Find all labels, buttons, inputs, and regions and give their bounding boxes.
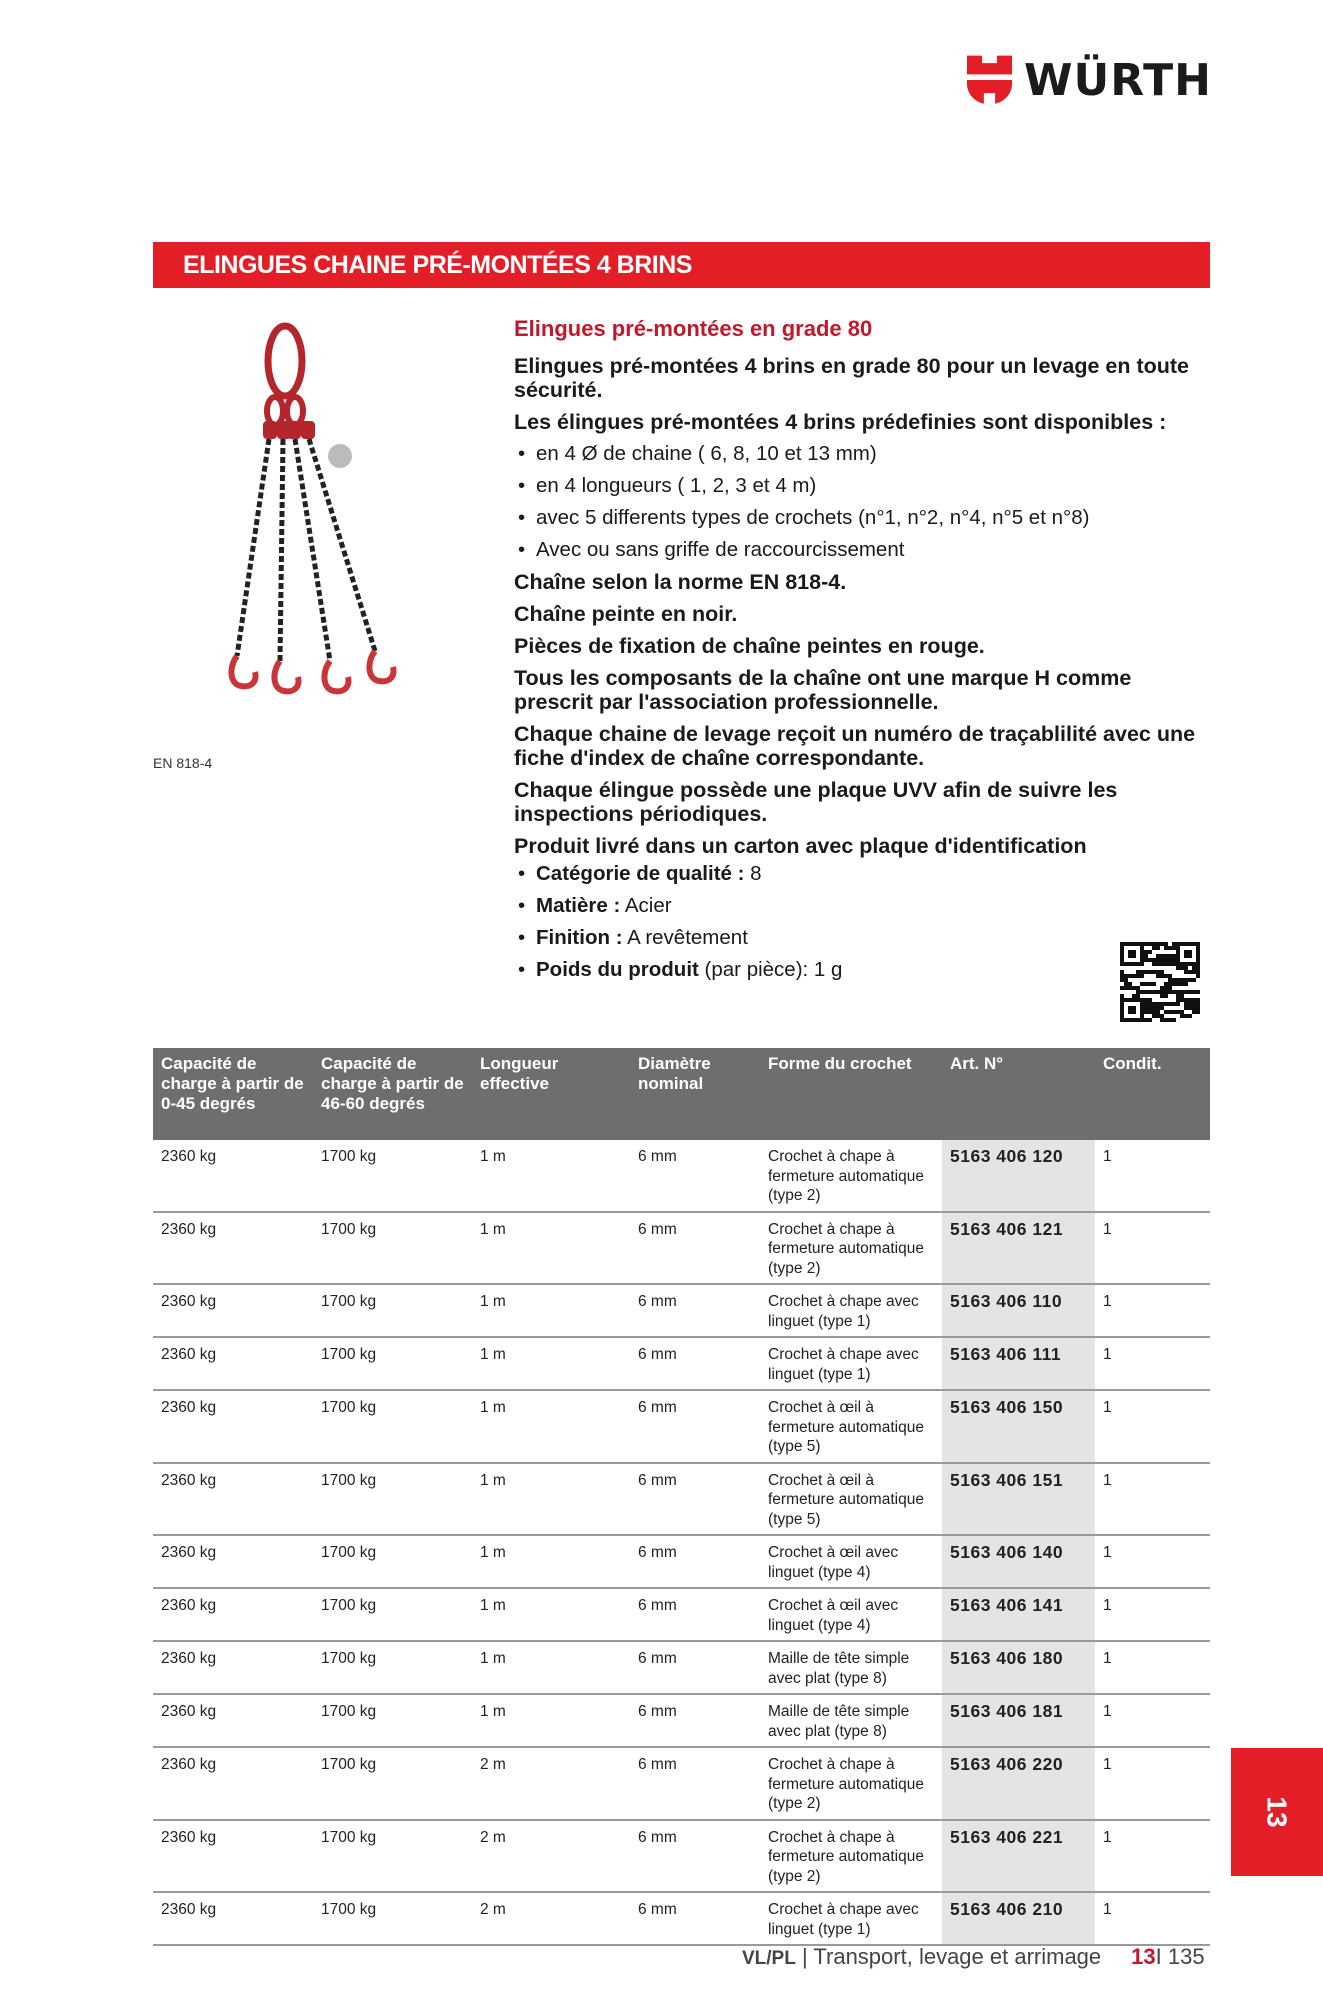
table-row	[153, 1337, 1210, 1390]
capacity-0-45-cell: 2360 kg	[153, 1694, 313, 1747]
footer-separator: |	[795, 1944, 814, 1969]
diameter-cell: 6 mm	[630, 1535, 760, 1588]
column-header: Capacité de charge à partir de 0-45 degrés	[153, 1048, 313, 1140]
capacity-46-60-cell: 1700 kg	[313, 1694, 472, 1747]
article-number-cell: 5163 406 141	[942, 1588, 1095, 1641]
packaging-cell: 1	[1095, 1284, 1210, 1337]
capacity-46-60-cell: 1700 kg	[313, 1892, 472, 1945]
diameter-cell: 6 mm	[630, 1694, 760, 1747]
product-subtitle: Elingues pré-montées en grade 80	[514, 316, 873, 341]
hook-type-cell: Crochet à œil avec linguet (type 4)	[760, 1588, 942, 1641]
length-cell: 1 m	[472, 1390, 630, 1463]
packaging-cell: 1	[1095, 1747, 1210, 1820]
brand-name: WÜRTH	[1023, 54, 1212, 106]
length-cell: 2 m	[472, 1892, 630, 1945]
capacity-0-45-cell: 2360 kg	[153, 1641, 313, 1694]
capacity-0-45-cell: 2360 kg	[153, 1747, 313, 1820]
hook-type-cell: Crochet à chape avec linguet (type 1)	[760, 1284, 942, 1337]
hook-type-cell: Maille de tête simple avec plat (type 8)	[760, 1641, 942, 1694]
table-row	[153, 1747, 1210, 1820]
table-row	[153, 1820, 1210, 1893]
statement: Chaîne selon la norme EN 818-4.	[514, 570, 847, 594]
diameter-cell: 6 mm	[630, 1747, 760, 1820]
available-heading: Les élingues pré-montées 4 brins prédefinies sont disponibles :	[514, 410, 1167, 434]
table-header-row	[153, 1048, 1210, 1140]
diameter-cell: 6 mm	[630, 1820, 760, 1893]
statement: Tous les composants de la chaîne ont une marque H comme prescrit par l'association professionnelle.	[514, 666, 1132, 714]
length-cell: 1 m	[472, 1212, 630, 1285]
article-number-cell: 5163 406 121	[942, 1212, 1095, 1285]
column-header: Capacité de charge à partir de 46-60 degrés	[313, 1048, 472, 1140]
wurth-logo	[967, 52, 1212, 108]
hook-type-cell: Crochet à chape avec linguet (type 1)	[760, 1892, 942, 1945]
wurth-shield-icon	[967, 54, 1012, 106]
footer-page: I 135	[1155, 1944, 1205, 1969]
capacity-46-60-cell: 1700 kg	[313, 1463, 472, 1536]
capacity-0-45-cell: 2360 kg	[153, 1390, 313, 1463]
column-header: Condit.	[1095, 1048, 1210, 1140]
diameter-cell: 6 mm	[630, 1641, 760, 1694]
article-number-cell: 5163 406 140	[942, 1535, 1095, 1588]
hook-type-cell: Crochet à chape avec linguet (type 1)	[760, 1337, 942, 1390]
intro-text: Elingues pré-montées 4 brins en grade 80 pour un levage en toute sécurité.	[514, 354, 1190, 402]
available-item: • en 4 longueurs ( 1, 2, 3 et 4 m)	[514, 474, 1214, 498]
statement: Chaîne peinte en noir.	[514, 602, 738, 626]
spec-item: • Catégorie de qualité : 8	[514, 862, 1214, 886]
packaging-cell: 1	[1095, 1390, 1210, 1463]
capacity-46-60-cell: 1700 kg	[313, 1212, 472, 1285]
packaging-cell: 1	[1095, 1535, 1210, 1588]
capacity-0-45-cell: 2360 kg	[153, 1892, 313, 1945]
article-number-cell: 5163 406 221	[942, 1820, 1095, 1893]
capacity-46-60-cell: 1700 kg	[313, 1535, 472, 1588]
length-cell: 1 m	[472, 1588, 630, 1641]
column-header: Art. N°	[942, 1048, 1095, 1140]
diameter-cell: 6 mm	[630, 1390, 760, 1463]
capacity-0-45-cell: 2360 kg	[153, 1212, 313, 1285]
capacity-0-45-cell: 2360 kg	[153, 1337, 313, 1390]
product-table	[153, 1048, 1210, 1946]
diameter-cell: 6 mm	[630, 1140, 760, 1212]
column-header: Forme du crochet	[760, 1048, 942, 1140]
packaging-cell: 1	[1095, 1820, 1210, 1893]
capacity-46-60-cell: 1700 kg	[313, 1747, 472, 1820]
statement: Produit livré dans un carton avec plaque d'identification	[514, 834, 1087, 858]
capacity-0-45-cell: 2360 kg	[153, 1284, 313, 1337]
hook-type-cell: Crochet à chape à fermeture automatique (type 2)	[760, 1747, 942, 1820]
spec-item: • Matière : Acier	[514, 894, 1214, 918]
table-row	[153, 1212, 1210, 1285]
table-row	[153, 1641, 1210, 1694]
hook-type-cell: Crochet à œil à fermeture automatique (type 5)	[760, 1390, 942, 1463]
diameter-cell: 6 mm	[630, 1337, 760, 1390]
section-banner: ELINGUES CHAINE PRÉ-MONTÉES 4 BRINS	[153, 242, 1210, 288]
article-number-cell: 5163 406 210	[942, 1892, 1095, 1945]
table-row	[153, 1588, 1210, 1641]
hook-type-cell: Maille de tête simple avec plat (type 8)	[760, 1694, 942, 1747]
footer-section: VL/PL	[742, 1948, 796, 1969]
statement: Pièces de fixation de chaîne peintes en rouge.	[514, 634, 985, 658]
article-number-cell: 5163 406 110	[942, 1284, 1095, 1337]
capacity-0-45-cell: 2360 kg	[153, 1463, 313, 1536]
available-item: • avec 5 differents types de crochets (n°1, n°2, n°4, n°5 et n°8)	[514, 506, 1214, 530]
capacity-46-60-cell: 1700 kg	[313, 1588, 472, 1641]
diameter-cell: 6 mm	[630, 1588, 760, 1641]
article-number-cell: 5163 406 151	[942, 1463, 1095, 1536]
diameter-cell: 6 mm	[630, 1463, 760, 1536]
length-cell: 1 m	[472, 1140, 630, 1212]
length-cell: 2 m	[472, 1747, 630, 1820]
footer-title: Transport, levage et arrimage	[813, 1944, 1102, 1969]
capacity-0-45-cell: 2360 kg	[153, 1820, 313, 1893]
packaging-cell: 1	[1095, 1140, 1210, 1212]
capacity-46-60-cell: 1700 kg	[313, 1820, 472, 1893]
capacity-46-60-cell: 1700 kg	[313, 1337, 472, 1390]
capacity-0-45-cell: 2360 kg	[153, 1140, 313, 1212]
article-number-cell: 5163 406 220	[942, 1747, 1095, 1820]
spec-item: • Poids du produit (par pièce): 1 g	[514, 958, 1214, 982]
diameter-cell: 6 mm	[630, 1284, 760, 1337]
spec-item: • Finition : A revêtement	[514, 926, 1214, 950]
qr-code-icon[interactable]	[1120, 942, 1200, 1022]
packaging-cell: 1	[1095, 1694, 1210, 1747]
length-cell: 1 m	[472, 1641, 630, 1694]
footer-chapter: 13	[1131, 1944, 1156, 1969]
packaging-cell: 1	[1095, 1641, 1210, 1694]
length-cell: 2 m	[472, 1820, 630, 1893]
statement: Chaque chaine de levage reçoit un numéro de traçablilité avec une fiche d'index de chaîne correspondante.	[514, 722, 1196, 770]
capacity-46-60-cell: 1700 kg	[313, 1390, 472, 1463]
hook-type-cell: Crochet à œil avec linguet (type 4)	[760, 1535, 942, 1588]
article-number-cell: 5163 406 180	[942, 1641, 1095, 1694]
hook-type-cell: Crochet à chape à fermeture automatique (type 2)	[760, 1140, 942, 1212]
chain-sling-image	[225, 316, 425, 711]
hook-type-cell: Crochet à chape à fermeture automatique (type 2)	[760, 1212, 942, 1285]
article-number-cell: 5163 406 120	[942, 1140, 1095, 1212]
packaging-cell: 1	[1095, 1212, 1210, 1285]
packaging-cell: 1	[1095, 1892, 1210, 1945]
packaging-cell: 1	[1095, 1588, 1210, 1641]
table-row	[153, 1390, 1210, 1463]
capacity-46-60-cell: 1700 kg	[313, 1284, 472, 1337]
article-number-cell: 5163 406 111	[942, 1337, 1095, 1390]
length-cell: 1 m	[472, 1463, 630, 1536]
length-cell: 1 m	[472, 1284, 630, 1337]
chapter-tab[interactable]: 13	[1231, 1748, 1323, 1876]
table-row	[153, 1284, 1210, 1337]
length-cell: 1 m	[472, 1337, 630, 1390]
column-header: Longueur effective	[472, 1048, 630, 1140]
diameter-cell: 6 mm	[630, 1892, 760, 1945]
diameter-cell: 6 mm	[630, 1212, 760, 1285]
available-item: • en 4 Ø de chaine ( 6, 8, 10 et 13 mm)	[514, 442, 1214, 466]
table-row	[153, 1892, 1210, 1945]
table-row	[153, 1463, 1210, 1536]
article-number-cell: 5163 406 181	[942, 1694, 1095, 1747]
image-caption: EN 818-4	[153, 755, 213, 771]
capacity-0-45-cell: 2360 kg	[153, 1588, 313, 1641]
table-row	[153, 1694, 1210, 1747]
available-item: • Avec ou sans griffe de raccourcissement	[514, 538, 1214, 562]
product-description	[514, 316, 1214, 990]
packaging-cell: 1	[1095, 1337, 1210, 1390]
capacity-46-60-cell: 1700 kg	[313, 1140, 472, 1212]
packaging-cell: 1	[1095, 1463, 1210, 1536]
length-cell: 1 m	[472, 1694, 630, 1747]
page-footer	[742, 1944, 1205, 1970]
capacity-0-45-cell: 2360 kg	[153, 1535, 313, 1588]
table-row	[153, 1140, 1210, 1212]
statement: Chaque élingue possède une plaque UVV afin de suivre les inspections périodiques.	[514, 778, 1118, 826]
hook-type-cell: Crochet à œil à fermeture automatique (type 5)	[760, 1463, 942, 1536]
hook-type-cell: Crochet à chape à fermeture automatique (type 2)	[760, 1820, 942, 1893]
table-row	[153, 1535, 1210, 1588]
length-cell: 1 m	[472, 1535, 630, 1588]
article-number-cell: 5163 406 150	[942, 1390, 1095, 1463]
capacity-46-60-cell: 1700 kg	[313, 1641, 472, 1694]
column-header: Diamètre nominal	[630, 1048, 760, 1140]
